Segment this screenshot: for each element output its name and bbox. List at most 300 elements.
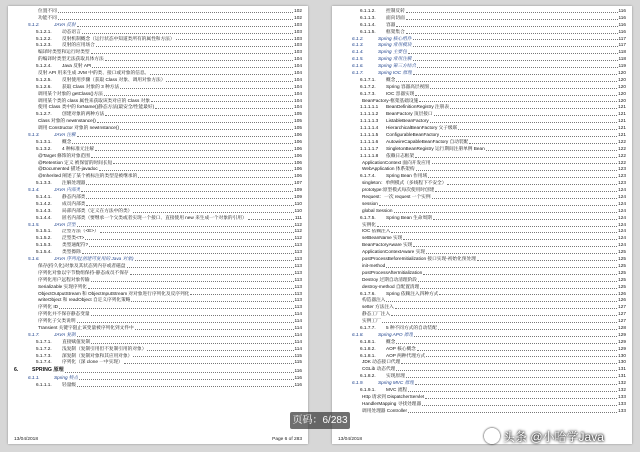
toc-entry[interactable] (338, 173, 626, 180)
toc-entry-page: 104 (294, 83, 302, 89)
toc-entry[interactable] (338, 325, 626, 332)
toc-entry-title: AOP 核心概念 (386, 345, 416, 351)
toc-leader-dots (135, 329, 294, 330)
toc-leader-dots (419, 101, 617, 102)
toc-entry-title: 泛型方法（<E>） (62, 228, 99, 234)
toc-entry-page: 123 (618, 173, 626, 179)
toc-entry-title: ObjectOutputStream 和 ObjectInputStream 对对象进行序列化及反序列化 (38, 290, 190, 296)
toc-entry[interactable] (14, 49, 302, 56)
toc-entry[interactable] (338, 304, 626, 311)
toc-entry[interactable] (14, 139, 302, 146)
toc-entry-page: 125 (618, 249, 626, 255)
toc-entry[interactable] (14, 63, 302, 70)
toc-entry-number: 5.1.3.1. (36, 138, 52, 144)
toc-entry-title: JAVA 注解 (54, 132, 76, 138)
toc-entry[interactable] (14, 173, 302, 180)
toc-entry[interactable] (14, 375, 302, 382)
toc-entry[interactable] (14, 180, 302, 187)
toc-entry[interactable] (338, 215, 626, 222)
toc-leader-dots (416, 170, 618, 171)
toc-entry-number: 6. (14, 367, 19, 374)
toc-entry[interactable] (14, 359, 302, 366)
toc-leader-dots (86, 198, 293, 199)
toc-entry[interactable] (14, 201, 302, 208)
toc-entry[interactable] (338, 229, 626, 236)
toc-entry-page: 129 (618, 345, 626, 351)
toc-entry[interactable] (338, 153, 626, 160)
toc-entry[interactable] (338, 332, 626, 339)
toc-entry-title: Transient 关键字阻止该变量被序列化到文件中 (38, 324, 134, 330)
toc-entry-page: 130 (618, 359, 626, 365)
toc-leader-dots (406, 12, 618, 13)
toc-entry-page: 124 (618, 221, 626, 227)
toc-entry-page: 132 (618, 380, 626, 386)
toc-leader-dots (77, 26, 293, 27)
toc-leader-dots (77, 336, 294, 337)
toc-leader-dots (408, 391, 617, 392)
toc-entry-page: 104 (294, 90, 302, 96)
toc-entry-title: 反射 API 用来生成 JVM 中的类、接口或对象的信息。 (38, 70, 150, 75)
toc-entry-page: 104 (294, 104, 302, 110)
toc-leader-dots (91, 281, 294, 282)
toc-entry-page: 113 (294, 304, 302, 310)
toc-leader-dots (417, 350, 617, 351)
toc-leader-dots (82, 33, 293, 34)
toc-leader-dots (415, 384, 617, 385)
toc-entry-page: 132 (618, 386, 626, 392)
toc-entry[interactable] (14, 146, 302, 153)
toc-entry[interactable] (338, 146, 626, 153)
toc-entry[interactable] (338, 346, 626, 353)
toc-entry-title: 实例化 (362, 221, 377, 227)
toc-entry[interactable] (14, 8, 302, 15)
toc-entry[interactable] (14, 208, 302, 215)
toc-entry[interactable] (14, 270, 302, 277)
toc-entry-title: 序列化用户远程对象传输 (38, 276, 90, 282)
toc-entry-number: 5.1.7. (28, 331, 40, 337)
toc-entry[interactable] (14, 242, 302, 249)
toc-entry-number: 6.1.8.2. (360, 345, 376, 351)
toc-entry[interactable] (338, 91, 626, 98)
toc-entry[interactable] (14, 297, 302, 304)
toc-entry[interactable] (14, 382, 302, 389)
toc-entry-page: 123 (618, 166, 626, 172)
toc-entry[interactable] (14, 56, 302, 63)
toc-leader-dots (382, 322, 617, 323)
toc-leader-dots (420, 288, 617, 289)
toc-entry[interactable] (14, 222, 302, 229)
toc-entry-page: 107 (294, 180, 302, 186)
toc-list-right (338, 8, 626, 415)
toc-entry-page: 122 (618, 145, 626, 151)
toc-entry-page: 103 (294, 21, 302, 27)
toc-entry-number: 5.1.4.2. (36, 200, 52, 206)
toc-leader-dots (72, 143, 293, 144)
toc-entry-number: 1.1.1.1.1 (360, 104, 379, 110)
toc-entry-number: 5.1.4.1. (36, 194, 52, 200)
toc-entry-number: 6.1.1.3. (360, 14, 376, 20)
toc-entry[interactable] (14, 318, 302, 325)
toc-entry[interactable] (338, 132, 626, 139)
toc-entry[interactable] (338, 201, 626, 208)
toc-entry[interactable] (14, 256, 302, 263)
toc-entry-title: 实例工厂 (362, 318, 381, 324)
toc-entry[interactable] (14, 304, 302, 311)
toc-entry[interactable] (14, 366, 302, 375)
toc-leader-dots (426, 253, 617, 254)
toc-entry-title: 面向切面 (386, 14, 405, 20)
toc-entry-title: session (362, 200, 378, 206)
toc-entry-number: 6.1.1. (28, 375, 40, 381)
toc-entry-title: JAVA 反射 (54, 21, 76, 27)
toc-entry[interactable] (338, 42, 626, 49)
toc-entry[interactable] (338, 373, 626, 380)
toc-entry[interactable] (14, 91, 302, 98)
toc-leader-dots (77, 386, 293, 387)
toc-entry-title: 动态语言 (62, 28, 81, 34)
toc-entry[interactable] (338, 98, 626, 105)
toc-entry[interactable] (14, 194, 302, 201)
toc-entry[interactable] (14, 104, 302, 111)
toc-entry[interactable] (338, 277, 626, 284)
toc-leader-dots (77, 226, 294, 227)
toc-leader-dots (377, 226, 617, 227)
toc-entry[interactable] (14, 98, 302, 105)
toc-entry[interactable] (338, 359, 626, 366)
toc-leader-dots (447, 184, 617, 185)
toc-entry-number: 1.1.1.1.2 (360, 111, 379, 117)
toc-entry-page: 124 (618, 214, 626, 220)
toc-entry-number: 1.1.1.1.5 (360, 132, 379, 138)
toc-entry-title: init-method (362, 262, 386, 268)
toc-entry-number: 5.1.7.2. (36, 345, 52, 351)
toc-entry[interactable] (338, 22, 626, 29)
toc-entry-title: 获取 Class 对象的 3 种方法 (62, 83, 120, 89)
toc-entry-page: 113 (294, 290, 302, 296)
toc-leader-dots (415, 157, 617, 158)
toc-entry-page: 125 (618, 276, 626, 282)
toc-entry[interactable] (14, 291, 302, 298)
toc-entry[interactable] (338, 387, 626, 394)
toc-entry-title: 序列化 ID (38, 304, 59, 310)
toc-leader-dots (414, 336, 617, 337)
toc-entry[interactable] (338, 380, 626, 387)
toc-entry-page: 106 (294, 132, 302, 138)
toc-leader-dots (395, 308, 617, 309)
toc-entry[interactable] (14, 166, 302, 173)
toc-entry-title: 构造器注入 (362, 297, 386, 303)
toc-entry-title: 概念 (386, 338, 396, 344)
toc-entry[interactable] (338, 139, 626, 146)
toc-entry[interactable] (14, 249, 302, 256)
toc-entry[interactable] (338, 318, 626, 325)
toc-entry-title: 轻量级 (62, 382, 77, 388)
toc-entry-title: 序列化（深 clone 一中实现） (62, 359, 123, 365)
toc-entry-page: 127 (618, 311, 626, 317)
toc-entry-number: 5.1.3.3. (36, 180, 52, 186)
toc-entry-number: 6.1.4. (352, 49, 364, 55)
toc-entry[interactable] (14, 277, 302, 284)
toc-entry[interactable] (14, 339, 302, 346)
toc-entry-page: 122 (618, 138, 626, 144)
toc-entry-title: ApplicationContextAware 实现 (362, 249, 425, 255)
toc-entry[interactable] (14, 118, 302, 125)
toc-entry-page: 131 (618, 373, 626, 379)
toc-entry-title: IOC 依赖注入 (362, 228, 391, 234)
toc-leader-dots (100, 232, 294, 233)
toc-entry[interactable] (14, 111, 302, 118)
toc-entry-title: 编译时类型和运行时类型 (38, 49, 90, 55)
toc-leader-dots (413, 60, 618, 61)
toc-leader-dots (127, 267, 294, 268)
toc-entry-title: Spring MVC 原理 (378, 380, 414, 386)
toc-entry-number: 6.1.6. (352, 63, 364, 69)
toc-leader-dots (86, 205, 293, 206)
toc-entry[interactable] (338, 270, 626, 277)
toc-entry[interactable] (14, 153, 302, 160)
toc-entry[interactable] (14, 29, 302, 36)
toc-entry-title: AOP 两种代理方式 (386, 352, 426, 358)
toc-entry-title: Spring 常用模块 (378, 42, 412, 48)
toc-entry[interactable] (14, 160, 302, 167)
toc-entry-title: 实现原理 (386, 373, 405, 379)
toc-entry-title: postProcessAfterInitialization (362, 269, 423, 275)
toc-entry-number: 5.1.3.2. (36, 145, 52, 151)
toc-entry-number: 6.1.9.1. (360, 386, 376, 392)
toc-entry-page: 105 (294, 118, 302, 124)
toc-entry-page: 104 (294, 97, 302, 103)
toc-entry[interactable] (338, 111, 626, 118)
toc-entry[interactable] (338, 70, 626, 77)
toc-leader-dots (77, 322, 294, 323)
toc-entry-page: 116 (294, 375, 302, 381)
toc-entry[interactable] (14, 42, 302, 49)
toc-entry-page: 131 (618, 366, 626, 372)
toc-entry[interactable] (338, 235, 626, 242)
toc-entry[interactable] (338, 84, 626, 91)
toc-entry-title: 类型擦除 (62, 249, 81, 255)
toc-entry[interactable] (338, 242, 626, 249)
toc-entry[interactable] (338, 222, 626, 229)
toc-entry[interactable] (338, 166, 626, 173)
toc-entry-title: 成员内部类 (62, 200, 86, 206)
toc-entry[interactable] (14, 263, 302, 270)
toc-entry[interactable] (338, 394, 626, 401)
toc-entry-title: 功能不同 (38, 14, 57, 20)
toc-entry[interactable] (14, 84, 302, 91)
toc-entry[interactable] (338, 187, 626, 194)
toc-leader-dots (417, 67, 617, 68)
toc-entry-page: 115 (294, 359, 302, 365)
toc-entry-page: 113 (294, 276, 302, 282)
toc-entry[interactable] (14, 311, 302, 318)
toc-entry[interactable] (338, 49, 626, 56)
toc-entry-number: 6.1.7.4. (360, 173, 376, 179)
toc-leader-dots (124, 363, 294, 364)
toc-entry-page: 116 (618, 8, 626, 13)
toc-entry[interactable] (338, 160, 626, 167)
toc-entry[interactable] (338, 125, 626, 132)
toc-entry[interactable] (338, 311, 626, 318)
toc-entry[interactable] (338, 180, 626, 187)
toc-leader-dots (432, 163, 618, 164)
toc-entry[interactable] (338, 249, 626, 256)
toc-leader-dots (403, 239, 617, 240)
toc-entry-number: 5.1.7.4. (36, 359, 52, 365)
toc-leader-dots (406, 33, 618, 34)
toc-entry[interactable] (338, 15, 626, 22)
toc-leader-dots (423, 274, 617, 275)
toc-entry-number: 5.1.7.3. (36, 352, 52, 358)
toc-entry-page: 104 (294, 70, 302, 75)
toc-entry-title: Spring 依赖注入四种方式 (386, 290, 439, 296)
toc-entry-number: 1.1.1.1.4 (360, 125, 379, 131)
toc-entry-page: 105 (294, 111, 302, 117)
toc-entry[interactable] (14, 235, 302, 242)
toc-entry-page: 125 (618, 269, 626, 275)
toc-entry-page: 114 (294, 338, 302, 344)
toc-entry-page: 113 (294, 297, 302, 303)
toc-entry-title: singleton：单例模式（多线程下不安全） (362, 180, 447, 186)
toc-entry-title: Serializable 实现序列化 (38, 283, 87, 289)
toc-leader-dots (58, 12, 293, 13)
toc-entry-page: 121 (618, 104, 626, 110)
toc-entry-title: JAVA 内部类 (54, 187, 81, 193)
toc-entry-title: 浅复制（复制引用但不复制引用的对象） (62, 345, 147, 351)
toc-entry-number: 1.1.1.1.3 (360, 118, 379, 124)
watermark-logo-icon (484, 428, 500, 444)
toc-entry[interactable] (14, 36, 302, 43)
toc-entry-number: 5.1.5.3. (36, 242, 52, 248)
toc-entry[interactable] (14, 77, 302, 84)
toc-entry-title: Spring 第三方结合 (378, 63, 417, 69)
toc-entry[interactable] (14, 22, 302, 29)
toc-entry[interactable] (14, 187, 302, 194)
toc-leader-dots (91, 343, 293, 344)
toc-entry[interactable] (338, 208, 626, 215)
toc-leader-dots (120, 88, 293, 89)
toc-entry[interactable] (14, 125, 302, 132)
footer-date: 13/04/2018 (14, 437, 39, 442)
toc-entry[interactable] (338, 408, 626, 415)
toc-entry-title: JDK 动态接口代理 (362, 359, 401, 365)
toc-entry-title: 调用某个类的 class 属性来获取该类对应的 Class 对象 (38, 97, 150, 103)
toc-entry-number: 5.1.5.4. (36, 249, 52, 255)
toc-entry[interactable] (338, 291, 626, 298)
page-indicator-badge: 页码：6/283 (290, 412, 350, 429)
toc-entry-page: 133 (618, 400, 626, 406)
toc-leader-dots (439, 294, 617, 295)
toc-entry-number: 6.1.8.1. (360, 352, 376, 358)
toc-entry-page: 106 (294, 138, 302, 144)
toc-entry-title: ConfigurableBeanFactory (386, 132, 440, 138)
toc-entry-page: 117 (618, 35, 626, 41)
toc-entry[interactable] (338, 104, 626, 111)
watermark (484, 426, 604, 446)
toc-entry-title: 4 种标准元注解 (62, 145, 95, 151)
toc-entry[interactable] (338, 194, 626, 201)
toc-entry[interactable] (14, 132, 302, 139)
toc-leader-dots (430, 122, 617, 123)
toc-entry-page: 123 (618, 180, 626, 186)
toc-leader-dots (391, 315, 617, 316)
toc-leader-dots (440, 136, 617, 137)
toc-entry-number: 6.1.7.7. (360, 324, 376, 330)
toc-entry-page: 120 (618, 76, 626, 82)
toc-entry-page: 110 (294, 207, 302, 213)
toc-entry-page: 120 (618, 83, 626, 89)
toc-entry[interactable] (14, 70, 302, 77)
toc-entry[interactable] (338, 8, 626, 15)
toc-entry-title: Class 对象的 newInstance() (38, 118, 96, 124)
toc-entry[interactable] (14, 15, 302, 22)
toc-entry[interactable] (338, 77, 626, 84)
toc-entry[interactable] (338, 366, 626, 373)
toc-entry-page: 117 (618, 42, 626, 48)
toc-leader-dots (438, 329, 617, 330)
toc-entry[interactable] (338, 339, 626, 346)
toc-entry[interactable] (14, 229, 302, 236)
toc-entry-title: Destroy 过期自动清理阶段 (362, 276, 417, 282)
toc-entry[interactable] (338, 353, 626, 360)
toc-entry-number: 6.1.7.1. (360, 76, 376, 82)
toc-leader-dots (166, 81, 293, 82)
toc-entry[interactable] (14, 346, 302, 353)
toc-entry-page: 121 (618, 118, 626, 124)
toc-leader-dots (391, 232, 617, 233)
toc-entry-page: 114 (294, 311, 302, 317)
toc-leader-dots (396, 26, 617, 27)
toc-entry-title: 调用处理器 Controller (362, 407, 408, 413)
toc-entry-page: 122 (618, 159, 626, 165)
toc-entry[interactable] (338, 256, 626, 263)
toc-entry-page: 118 (618, 49, 626, 55)
toc-leader-dots (435, 191, 617, 192)
toc-entry[interactable] (14, 215, 302, 222)
toc-entry[interactable] (338, 118, 626, 125)
toc-entry-title: @Target 修饰的对象范围 (38, 152, 90, 158)
toc-leader-dots (396, 343, 617, 344)
toc-entry-number: 6.1.8.2. (360, 373, 376, 379)
toc-leader-dots (135, 260, 294, 261)
toc-entry[interactable] (338, 36, 626, 43)
toc-entry[interactable] (14, 325, 302, 332)
toc-entry-title: 5 种不同方式的自动装配 (386, 324, 437, 330)
toc-entry-page: 111 (294, 214, 302, 220)
toc-entry-number: 5.1.7.1. (36, 338, 52, 344)
toc-entry[interactable] (338, 263, 626, 270)
toc-entry-title: BeanDefinitionRegistry 注册表 (386, 104, 450, 110)
toc-entry[interactable] (338, 401, 626, 408)
toc-entry[interactable] (14, 353, 302, 360)
toc-entry-title: SPRING 原理 (32, 367, 64, 374)
toc-entry-page: 119 (618, 63, 626, 69)
toc-leader-dots (96, 46, 293, 47)
toc-entry[interactable] (338, 29, 626, 36)
toc-entry[interactable] (338, 284, 626, 291)
toc-entry-title: 容器 (386, 21, 396, 27)
toc-leader-dots (425, 398, 617, 399)
toc-entry[interactable] (14, 332, 302, 339)
toc-leader-dots (469, 143, 617, 144)
toc-entry-number: 6.1.7.5. (360, 214, 376, 220)
toc-leader-dots (486, 150, 617, 151)
toc-entry[interactable] (14, 284, 302, 291)
toc-entry[interactable] (338, 56, 626, 63)
toc-entry[interactable] (338, 297, 626, 304)
toc-entry-number: 6.1.1.1. (36, 382, 52, 388)
toc-entry[interactable] (338, 63, 626, 70)
